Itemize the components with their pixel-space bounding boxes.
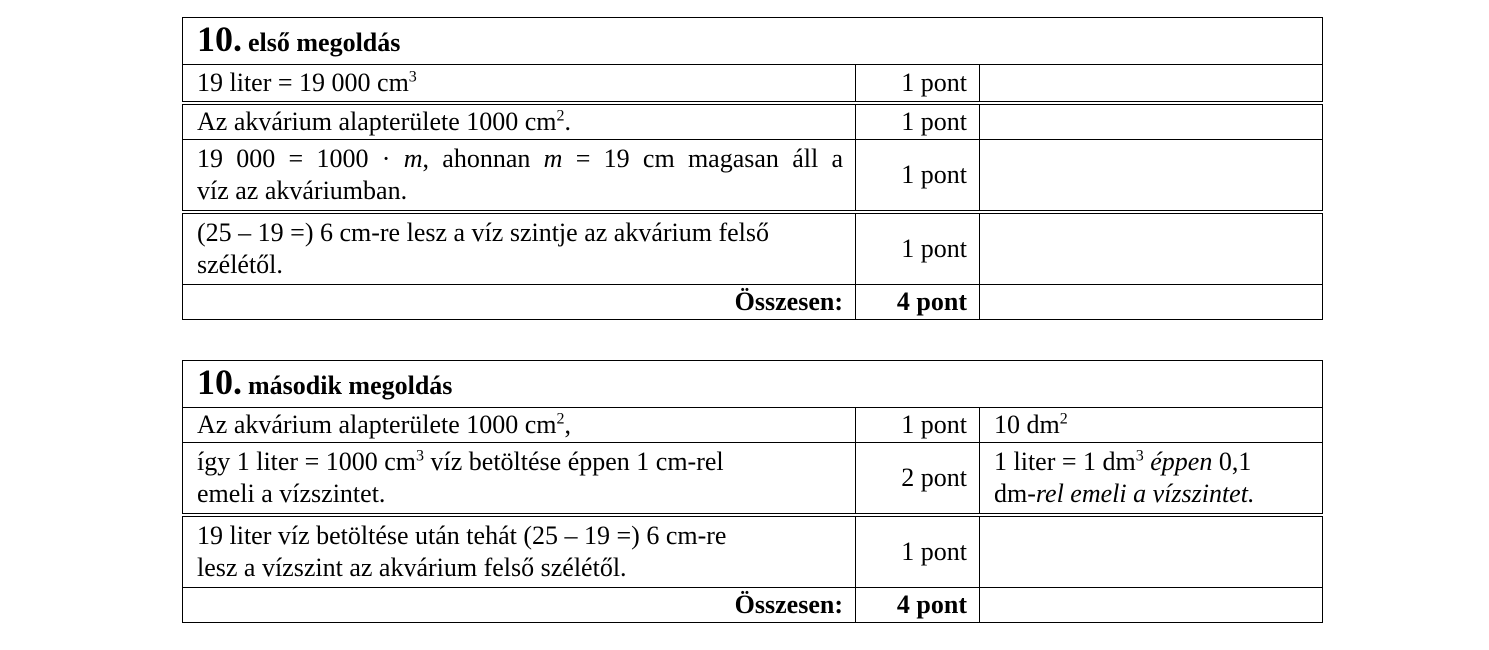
table-title xyxy=(183,361,1323,408)
table-row xyxy=(183,408,1323,443)
table-title xyxy=(183,18,1323,65)
table-row xyxy=(183,65,1323,104)
table-row xyxy=(183,140,1323,213)
step-note xyxy=(980,65,1323,104)
solution-title: első megoldás xyxy=(248,28,401,57)
table-row xyxy=(183,515,1323,588)
total-points: 4 pont xyxy=(856,588,980,623)
step-text: (25 – 19 =) 6 cm-re lesz a víz szintje az akvárium felső szélétől. xyxy=(183,212,856,285)
problem-number: 10. xyxy=(197,19,242,59)
step-points: 1 pont xyxy=(856,140,980,213)
total-points: 4 pont xyxy=(856,285,980,320)
total-row xyxy=(183,588,1323,623)
step-note: 10 $dm^2$ xyxy=(980,408,1323,443)
step-text: 19 liter = 19 000 $cm^3$ xyxy=(183,65,856,104)
step-points: 1 pont xyxy=(856,515,980,588)
table-row xyxy=(183,212,1323,285)
step-points: 1 pont xyxy=(856,103,980,140)
total-row xyxy=(183,285,1323,320)
step-text: így 1 liter = 1000 $cm^3$ víz betöltése éppen 1 cm-rel emeli a vízszintet. xyxy=(183,443,856,516)
step-text: Az akvárium alapterülete 1000 $cm^2$, xyxy=(183,408,856,443)
total-note xyxy=(980,285,1323,320)
total-label: Összesen: xyxy=(183,285,856,320)
table-row xyxy=(183,443,1323,516)
step-points: 1 pont xyxy=(856,408,980,443)
problem-number: 10. xyxy=(197,362,242,402)
solution-title: második megoldás xyxy=(248,371,453,400)
table-row xyxy=(183,103,1323,140)
step-points: 1 pont xyxy=(856,212,980,285)
scoring-table-first-solution xyxy=(182,17,1323,320)
step-note xyxy=(980,103,1323,140)
scoring-table-second-solution xyxy=(182,360,1323,623)
step-text: 19 liter víz betöltése után tehát (25 – 19 =) 6 cm-re lesz a vízszint az akvárium felső szélétől. xyxy=(183,515,856,588)
total-note xyxy=(980,588,1323,623)
step-note xyxy=(980,515,1323,588)
total-label: Összesen: xyxy=(183,588,856,623)
step-text: 19 000 = 1000 · m, ahonnan m = 19 cm magasan áll a víz az akváriumban. xyxy=(183,140,856,213)
step-text: Az akvárium alapterülete 1000 $cm^2$. xyxy=(183,103,856,140)
step-note xyxy=(980,140,1323,213)
step-points: 2 pont xyxy=(856,443,980,516)
step-note xyxy=(980,212,1323,285)
step-points: 1 pont xyxy=(856,65,980,104)
step-note: 1 liter = 1 $dm^3$ éppen 0,1 dm-rel emeli a vízszintet. xyxy=(980,443,1323,516)
